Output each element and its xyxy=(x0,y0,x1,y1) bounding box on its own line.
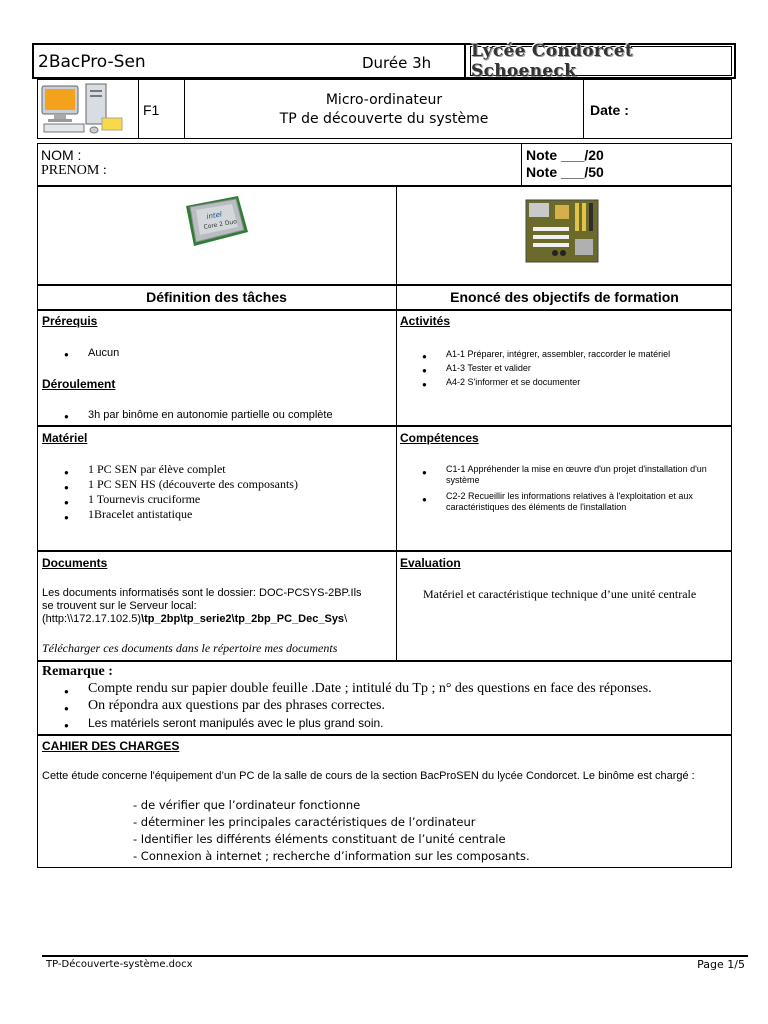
activite-item: ● A1-1 Préparer, intégrer, assembler, raccorder le matériel xyxy=(422,347,670,361)
school-divider xyxy=(464,43,466,79)
remarque-item: ● On répondra aux questions par des phrases correctes. xyxy=(64,697,652,714)
materiel-item: ● 1 PC SEN par élève complet xyxy=(64,462,298,477)
competence-item: ● C1-1 Appréhender la mise en œuvre d'un projet d'installation d'un système xyxy=(422,464,727,486)
cahier-intro: Cette étude concerne l'équipement d’un PC de la salle de cours de la section BacProSEN du lycée Condorcet. Le binôme est chargé : xyxy=(42,770,695,782)
prerequis-title: Prérequis xyxy=(42,314,98,328)
cahier-item: - déterminer les principales caractéristiques de l’ordinateur xyxy=(133,815,476,829)
deroulement-item: ● 3h par binôme en autonomie partielle ou complète xyxy=(64,409,333,421)
deroulement-list xyxy=(64,409,333,421)
images-divider xyxy=(396,186,397,285)
class-name: 2BacPro-Sen xyxy=(38,52,146,72)
footer-page: Page 1/5 xyxy=(697,958,745,971)
documents-title: Documents xyxy=(42,556,108,570)
prenom-label: PRENOM : xyxy=(41,163,107,178)
footer-filename: TP-Découverte-système.docx xyxy=(46,959,193,970)
materiel-list xyxy=(64,462,298,522)
documents-path-prefix: (http:\\172.17.102.5) xyxy=(42,613,142,625)
remarque-item: ● Compte rendu sur papier double feuille .Date ; intitulé du Tp ; n° des questions en face des réponses. xyxy=(64,680,652,697)
evaluation-title: Evaluation xyxy=(400,556,461,570)
divider-1 xyxy=(138,79,139,139)
duration: Durée 3h xyxy=(362,54,432,72)
documents-path-suffix: \ xyxy=(344,613,348,625)
school-name: Lycée Condorcet Schoeneck xyxy=(471,41,634,81)
materiel-title: Matériel xyxy=(42,431,88,445)
materiel-item: ● 1 PC SEN HS (découverte des composants) xyxy=(64,477,298,492)
prerequis-list xyxy=(64,347,119,359)
note-20: Note ___/20 xyxy=(526,147,604,163)
identity-row xyxy=(37,143,732,186)
computer-icon xyxy=(40,82,126,136)
materiel-divider xyxy=(396,426,397,551)
documents-path[interactable] xyxy=(42,613,392,626)
activite-item: ● A4-2 S'informer et se documenter xyxy=(422,375,670,389)
documents-line1: Les documents informatisés sont le dossier: DOC-PCSYS-2BP.Ils xyxy=(42,587,362,599)
competences-title: Compétences xyxy=(400,431,479,445)
footer-rule xyxy=(42,955,748,957)
left-heading: Définition des tâches xyxy=(146,289,287,305)
cahier-item: - de vérifier que l’ordinateur fonctionne xyxy=(133,798,361,812)
school-logo xyxy=(470,41,732,81)
documents-text xyxy=(42,587,392,626)
cahier-item: - Identifier les différents éléments constituant de l’unité centrale xyxy=(133,832,506,846)
documents-line2: se trouvent sur le Serveur local: xyxy=(42,600,197,612)
title-line2: TP de découverte du système xyxy=(279,111,489,127)
cahier-title: CAHIER DES CHARGES xyxy=(42,739,180,753)
right-heading: Enoncé des objectifs de formation xyxy=(450,289,679,305)
cpu-model-text: Core 2 Duo xyxy=(203,218,238,231)
materiel-item: ● 1 Tournevis cruciforme xyxy=(64,492,298,507)
remarque-title: Remarque : xyxy=(42,664,113,679)
motherboard-image xyxy=(525,199,599,263)
divider-2 xyxy=(184,79,185,139)
documents-path-bold: \tp_2bp\tp_serie2\tp_2bp_PC_Dec_Sys xyxy=(141,613,345,625)
prerequis-item: ● Aucun xyxy=(64,347,119,359)
divider-3 xyxy=(583,79,584,139)
remarque-item: ● Les matériels seront manipulés avec le plus grand soin. xyxy=(64,714,652,732)
cahier-item: - Connexion à internet ; recherche d’information sur les composants. xyxy=(133,849,530,863)
activite-item: ● A1-3 Tester et valider xyxy=(422,361,670,375)
remarque-list xyxy=(64,680,652,732)
deroulement-title: Déroulement xyxy=(42,377,116,391)
date-label: Date : xyxy=(590,102,629,118)
competences-list xyxy=(422,464,727,513)
title-line1: Micro-ordinateur xyxy=(325,92,443,108)
images-row xyxy=(37,186,732,285)
nom-label: NOM : xyxy=(41,147,82,163)
cahier-list xyxy=(133,797,530,865)
prerequis-divider xyxy=(396,310,397,426)
f-code: F1 xyxy=(143,102,160,118)
note-50: Note ___/50 xyxy=(526,164,604,180)
activites-list xyxy=(422,347,670,389)
competence-item: ● C2-2 Recueillir les informations relatives à l'exploitation et aux caractéristiques des éléments de l'installation xyxy=(422,491,727,513)
cpu-image xyxy=(180,192,252,250)
documents-italic: Télécharger ces documents dans le répertoire mes documents xyxy=(42,641,338,655)
cpu-brand-text: intel xyxy=(205,210,223,221)
materiel-item: ● 1Bracelet antistatique xyxy=(64,507,298,522)
activites-title: Activités xyxy=(400,314,451,328)
documents-divider xyxy=(396,551,397,661)
evaluation-text: Matériel et caractéristique technique d’une unité centrale xyxy=(423,587,697,601)
note-divider xyxy=(521,143,522,186)
